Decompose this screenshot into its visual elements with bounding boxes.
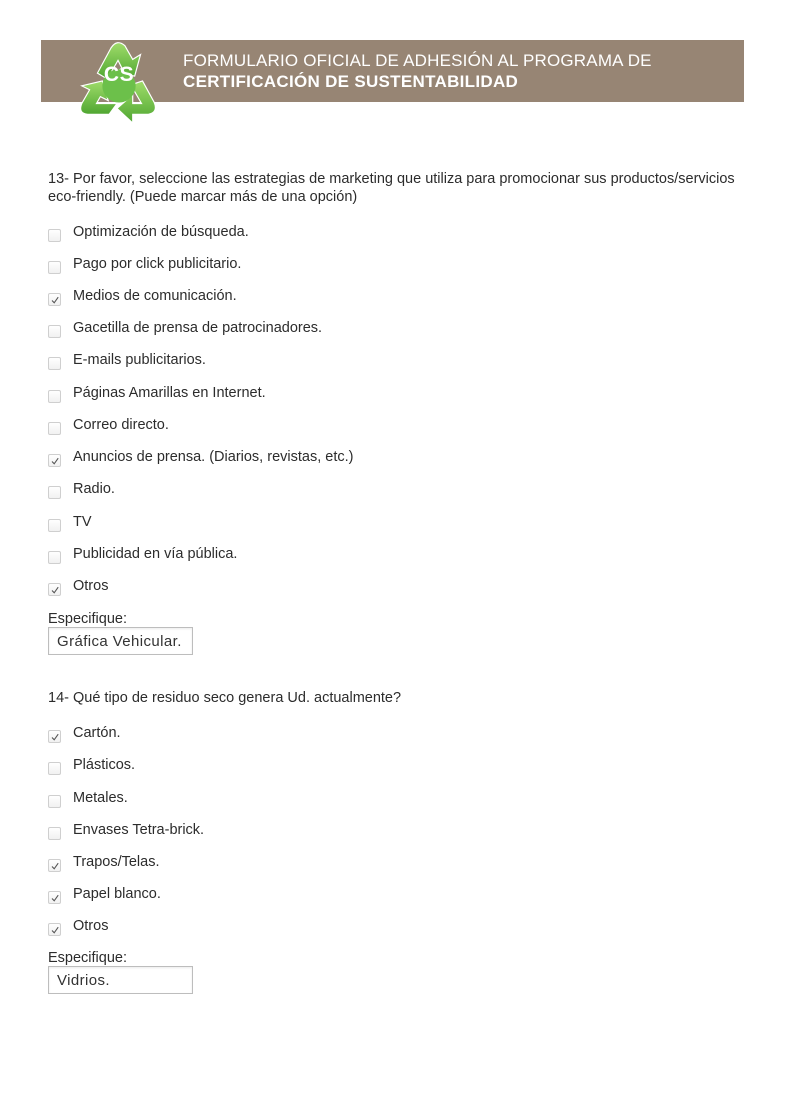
q13-option-label: Anuncios de prensa. (Diarios, revistas, etc.)	[73, 449, 354, 465]
question-13-text: 13- Por favor, seleccione las estrategias de marketing que utiliza para promocionar sus productos/servicios eco-friendly. (Puede marcar más de una opción)	[48, 171, 735, 205]
q14-specify-label: Especifique:	[48, 950, 127, 966]
checkmark-icon	[50, 295, 60, 305]
checkbox[interactable]	[48, 551, 61, 564]
q14-option-label: Cartón.	[73, 725, 121, 741]
q13-option-label: Páginas Amarillas en Internet.	[73, 385, 266, 401]
checkmark-icon	[50, 456, 60, 466]
checkbox-checked[interactable]	[48, 583, 61, 596]
q14-option[interactable]	[48, 755, 135, 775]
form-title-line1: FORMULARIO OFICIAL DE ADHESIÓN AL PROGRAMA DE	[183, 51, 652, 70]
q13-option[interactable]	[48, 544, 237, 564]
checkbox-checked[interactable]	[48, 891, 61, 904]
checkbox[interactable]	[48, 390, 61, 403]
q14-option-label: Envases Tetra-brick.	[73, 822, 205, 838]
q14-option[interactable]	[48, 820, 204, 840]
question-14-text: 14- Qué tipo de residuo seco genera Ud. actualmente?	[48, 690, 402, 706]
q13-option-label: Pago por click publicitario.	[73, 256, 242, 272]
checkbox[interactable]	[48, 229, 61, 242]
checkbox[interactable]	[48, 422, 61, 435]
q13-option[interactable]	[48, 415, 169, 435]
checkbox-checked[interactable]	[48, 923, 61, 936]
q13-option-label: Gacetilla de prensa de patrocinadores.	[73, 320, 323, 336]
checkmark-icon	[50, 732, 60, 742]
q14-option[interactable]	[48, 788, 128, 808]
form-title-line2: CERTIFICACIÓN DE SUSTENTABILIDAD	[183, 72, 519, 91]
checkbox[interactable]	[48, 795, 61, 808]
checkbox-checked[interactable]	[48, 293, 61, 306]
q13-option[interactable]	[48, 512, 92, 532]
q13-option[interactable]	[48, 222, 249, 242]
checkmark-icon	[50, 925, 60, 935]
checkbox-checked[interactable]	[48, 454, 61, 467]
q14-specify-input[interactable]	[48, 966, 193, 994]
q13-option-label: Radio.	[73, 481, 115, 497]
q13-option[interactable]	[48, 576, 108, 596]
q14-option-label: Trapos/Telas.	[73, 854, 160, 870]
checkbox[interactable]	[48, 519, 61, 532]
checkbox-checked[interactable]	[48, 730, 61, 743]
q14-option[interactable]	[48, 852, 160, 872]
q13-option-label: E-mails publicitarios.	[73, 352, 206, 368]
q13-specify-label: Especifique:	[48, 611, 127, 627]
checkbox[interactable]	[48, 486, 61, 499]
q13-specify-input[interactable]	[48, 627, 193, 655]
checkbox[interactable]	[48, 357, 61, 370]
q14-option-label: Papel blanco.	[73, 886, 161, 902]
q14-option[interactable]	[48, 916, 108, 936]
q14-option-label: Plásticos.	[73, 757, 136, 773]
q13-option-label: TV	[73, 514, 92, 530]
q13-option-label: Correo directo.	[73, 417, 169, 433]
q13-option-label: Optimización de búsqueda.	[73, 224, 249, 240]
q13-option-label: Publicidad en vía pública.	[73, 546, 238, 562]
recycle-logo	[68, 30, 170, 128]
q14-option-label: Metales.	[73, 790, 128, 806]
checkbox[interactable]	[48, 827, 61, 840]
checkmark-icon	[50, 585, 60, 595]
q13-option[interactable]	[48, 479, 115, 499]
checkbox-checked[interactable]	[48, 859, 61, 872]
q13-option[interactable]	[48, 383, 266, 403]
q13-option[interactable]	[48, 286, 237, 306]
q14-option-label: Otros	[73, 918, 109, 934]
q13-option-label: Otros	[73, 578, 109, 594]
logo-text: CS	[103, 63, 135, 86]
checkmark-icon	[50, 893, 60, 903]
q13-option[interactable]	[48, 254, 241, 274]
checkbox[interactable]	[48, 261, 61, 274]
checkbox[interactable]	[48, 762, 61, 775]
q13-option[interactable]	[48, 447, 353, 467]
q13-option[interactable]	[48, 350, 206, 370]
q13-option-label: Medios de comunicación.	[73, 288, 237, 304]
checkbox[interactable]	[48, 325, 61, 338]
checkmark-icon	[50, 861, 60, 871]
q13-option[interactable]	[48, 318, 322, 338]
q14-option[interactable]	[48, 723, 121, 743]
q14-option[interactable]	[48, 884, 161, 904]
